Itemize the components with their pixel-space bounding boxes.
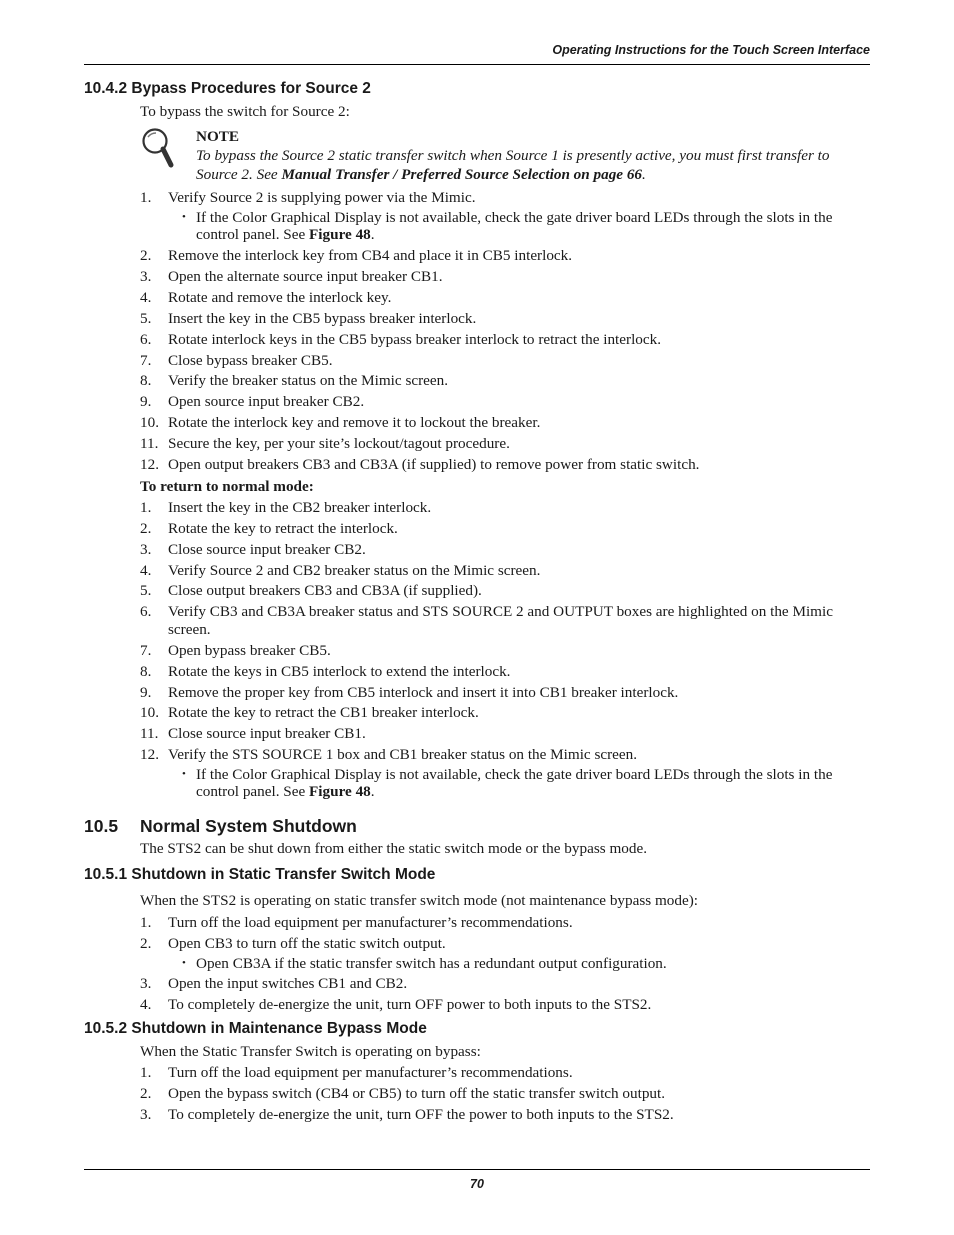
step-text: Close output breakers CB3 and CB3A (if supplied).: [168, 582, 482, 600]
step-text: Rotate the key to retract the CB1 breaker interlock.: [168, 704, 479, 722]
step-text: Open output breakers CB3 and CB3A (if supplied) to remove power from static switch.: [168, 455, 700, 473]
step-number: 4.: [140, 996, 152, 1014]
sub-list-item: [182, 765, 870, 801]
step-number: 12.: [140, 746, 159, 764]
list-item: [140, 996, 870, 1014]
list-item: [140, 456, 870, 474]
step-text: Open CB3 to turn off the static switch output.: [168, 934, 446, 952]
step-number: 8.: [140, 372, 152, 390]
step-text: Close source input breaker CB1.: [168, 725, 366, 743]
bullet-icon: •: [182, 767, 186, 780]
step-number: 8.: [140, 662, 152, 680]
static-shutdown-steps: [84, 914, 870, 1014]
sub-item-end: .: [370, 226, 375, 244]
step-text: Verify CB3 and CB3A breaker status and STS SOURCE 2 and OUTPUT boxes are highlighted on the Mimic screen.: [168, 603, 833, 638]
section-intro: To bypass the switch for Source 2:: [140, 103, 350, 120]
step-number: 6.: [140, 330, 152, 348]
return-steps-list: [84, 499, 870, 801]
step-number: 12.: [140, 455, 159, 473]
step-text: Open bypass breaker CB5.: [168, 641, 331, 659]
step-text: To completely de-energize the unit, turn OFF the power to both inputs to the STS2.: [168, 1105, 674, 1123]
list-item: [140, 684, 870, 702]
step-text: Open the bypass switch (CB4 or CB5) to turn off the static transfer switch output.: [168, 1085, 666, 1103]
list-item: [140, 541, 870, 559]
step-text: Rotate the keys in CB5 interlock to extend the interlock.: [168, 662, 511, 680]
list-item: [140, 499, 870, 517]
list-item: [140, 975, 870, 993]
note-title: NOTE: [196, 128, 240, 145]
step-number: 11.: [140, 435, 159, 453]
section-number: 10.5.1: [84, 866, 128, 884]
step-number: 3.: [140, 267, 152, 285]
list-item: [140, 310, 870, 328]
magnifier-icon: [140, 127, 180, 171]
figure-reference[interactable]: Figure 48: [309, 226, 371, 244]
step-number: 9.: [140, 683, 152, 701]
section-title: Shutdown in Maintenance Bypass Mode: [131, 1019, 427, 1037]
list-item: [140, 1064, 870, 1082]
list-item: [140, 268, 870, 286]
list-item: [140, 372, 870, 390]
sub-list-item: [182, 954, 870, 973]
sub-list: [168, 766, 870, 801]
step-text: Rotate and remove the interlock key.: [168, 288, 392, 306]
section-number: 10.5.2: [84, 1019, 128, 1037]
list-item: [140, 704, 870, 722]
step-text: Insert the key in the CB5 bypass breaker interlock.: [168, 309, 477, 327]
note-cross-reference[interactable]: Manual Transfer / Preferred Source Selection on page 66: [281, 165, 643, 183]
step-number: 2.: [140, 1085, 152, 1103]
sub-list-item: [182, 208, 870, 244]
sub-item-text: If the Color Graphical Display is not available, check the gate driver board LEDs through the slots in the control panel. See: [196, 765, 833, 801]
sub-item-end: .: [370, 783, 375, 801]
step-number: 6.: [140, 603, 152, 621]
step-number: 10.: [140, 414, 159, 432]
list-item: [140, 562, 870, 580]
step-text: Close bypass breaker CB5.: [168, 351, 333, 369]
note-text-end: .: [642, 165, 646, 183]
step-number: 4.: [140, 561, 152, 579]
list-item: [140, 914, 870, 932]
list-item: [140, 603, 870, 638]
step-text: Insert the key in the CB2 breaker interlock.: [168, 498, 432, 516]
step-text: Rotate the key to retract the interlock.: [168, 519, 398, 537]
section-title: Shutdown in Static Transfer Switch Mode: [131, 866, 436, 884]
section-intro: When the Static Transfer Switch is operating on bypass:: [140, 1042, 481, 1060]
list-item: [140, 582, 870, 600]
step-number: 2.: [140, 934, 152, 952]
list-item: [140, 725, 870, 743]
section-title: Normal System Shutdown: [140, 816, 357, 837]
section-number: 10.5: [84, 816, 119, 837]
footer-divider: [84, 1169, 870, 1170]
step-text: Verify the STS SOURCE 1 box and CB1 breaker status on the Mimic screen.: [168, 746, 638, 764]
list-item: [140, 642, 870, 660]
section-heading-10-4-2: [84, 78, 870, 100]
section-heading-10-5-1: [84, 864, 870, 886]
section-heading-10-5-2: [84, 1018, 870, 1040]
bullet-icon: •: [182, 956, 186, 969]
step-text: Open source input breaker CB2.: [168, 393, 365, 411]
step-text: Close source input breaker CB2.: [168, 540, 366, 558]
list-item: [140, 935, 870, 972]
step-number: 4.: [140, 288, 152, 306]
step-number: 1.: [140, 914, 152, 932]
section-heading-10-5: [84, 814, 870, 838]
step-number: 11.: [140, 725, 159, 743]
note-box: [140, 127, 870, 184]
list-item: [140, 189, 870, 244]
step-text: Remove the interlock key from CB4 and place it in CB5 interlock.: [168, 247, 573, 265]
section-title: Bypass Procedures for Source 2: [131, 80, 371, 97]
step-number: 2.: [140, 519, 152, 537]
step-text: Verify Source 2 and CB2 breaker status on the Mimic screen.: [168, 561, 541, 579]
list-item: [140, 247, 870, 265]
page-number: 70: [470, 1177, 484, 1191]
step-text: Turn off the load equipment per manufacturer’s recommendations.: [168, 1064, 573, 1082]
sub-list: [168, 209, 870, 244]
return-normal-heading: To return to normal mode:: [140, 477, 314, 495]
step-text: Verify the breaker status on the Mimic screen.: [168, 372, 449, 390]
step-number: 10.: [140, 704, 159, 722]
step-number: 5.: [140, 582, 152, 600]
step-text: To completely de-energize the unit, turn OFF power to both inputs to the STS2.: [168, 996, 652, 1014]
step-number: 1.: [140, 498, 152, 516]
sub-list: [168, 955, 870, 973]
bullet-icon: •: [182, 210, 186, 223]
list-item: [140, 1106, 870, 1124]
sub-item-text: Open CB3A if the static transfer switch has a redundant output configuration.: [196, 954, 667, 972]
step-number: 9.: [140, 393, 152, 411]
step-text: Open the alternate source input breaker CB1.: [168, 267, 443, 285]
step-text: Turn off the load equipment per manufacturer’s recommendations.: [168, 914, 573, 932]
list-item: [140, 393, 870, 411]
note-text-part: To bypass the Source 2 static transfer switch when Source 1 is presently active, you must first transfer to Source 2. See: [196, 147, 830, 183]
bypass-steps-list: [84, 189, 870, 474]
step-number: 7.: [140, 351, 152, 369]
bypass-shutdown-steps: [84, 1064, 870, 1123]
section-intro: The STS2 can be shut down from either the static switch mode or the bypass mode.: [140, 840, 647, 858]
step-text: Verify Source 2 is supplying power via the Mimic.: [168, 189, 476, 206]
step-number: 1.: [140, 1064, 152, 1082]
step-text: Secure the key, per your site’s lockout/tagout procedure.: [168, 435, 510, 453]
section-intro: When the STS2 is operating on static transfer switch mode (not maintenance bypass mode):: [140, 892, 698, 910]
list-item: [140, 746, 870, 801]
list-item: [140, 1085, 870, 1103]
header-divider: [84, 64, 870, 65]
list-item: [140, 414, 870, 432]
step-number: 2.: [140, 247, 152, 265]
step-number: 7.: [140, 641, 152, 659]
section-number: 10.4.2: [84, 80, 128, 97]
step-number: 3.: [140, 975, 152, 993]
step-text: Rotate the interlock key and remove it to lockout the breaker.: [168, 414, 541, 432]
list-item: [140, 435, 870, 453]
list-item: [140, 289, 870, 307]
list-item: [140, 352, 870, 370]
step-number: 5.: [140, 309, 152, 327]
running-header: Operating Instructions for the Touch Screen Interface: [552, 43, 870, 57]
step-number: 1.: [140, 189, 152, 206]
step-number: 3.: [140, 1105, 152, 1123]
note-text: [196, 147, 870, 184]
list-item: [140, 520, 870, 538]
list-item: [140, 331, 870, 349]
sub-item-text: If the Color Graphical Display is not available, check the gate driver board LEDs through the slots in the control panel. See: [196, 208, 833, 244]
step-number: 3.: [140, 540, 152, 558]
figure-reference[interactable]: Figure 48: [309, 783, 371, 801]
step-text: Open the input switches CB1 and CB2.: [168, 975, 408, 993]
step-text: Rotate interlock keys in the CB5 bypass breaker interlock to retract the interlock.: [168, 330, 662, 348]
list-item: [140, 663, 870, 681]
step-text: Remove the proper key from CB5 interlock and insert it into CB1 breaker interlock.: [168, 683, 679, 701]
